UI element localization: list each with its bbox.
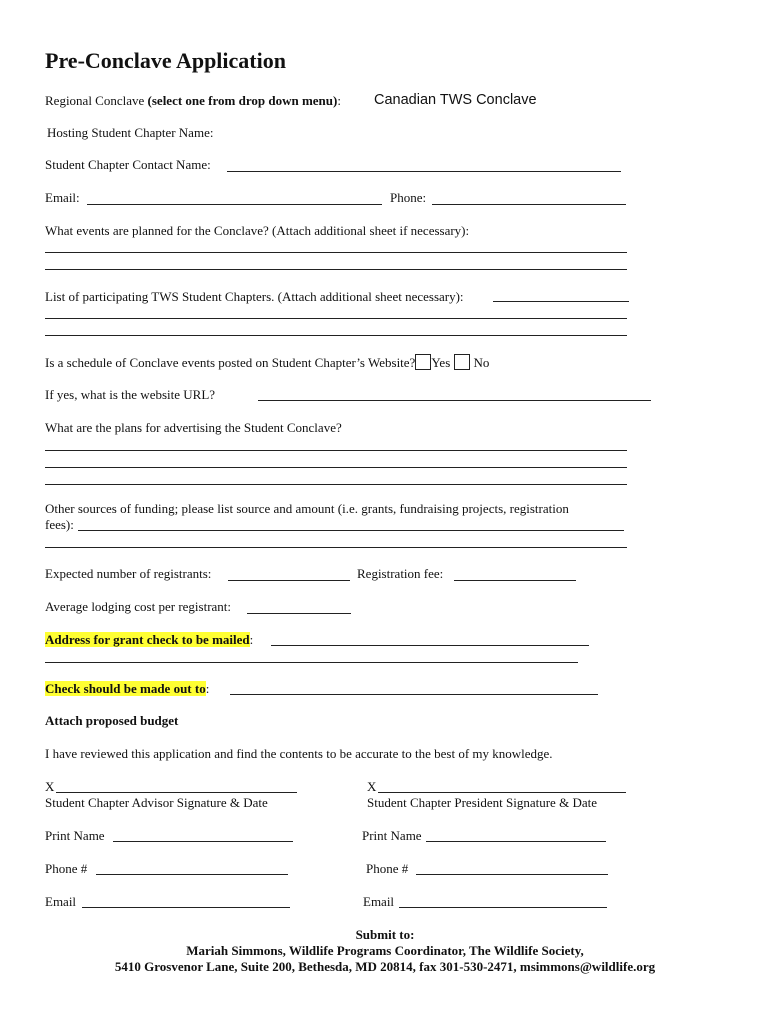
advisor-signature-field[interactable] <box>56 792 297 793</box>
events-question: What events are planned for the Conclave? (Attach additional sheet if necessary): <box>45 223 470 238</box>
advertising-field-line[interactable] <box>45 467 627 468</box>
advisor-signature-label: Student Chapter Advisor Signature & Date <box>45 795 268 810</box>
grant-address-field[interactable] <box>45 662 578 663</box>
advisor-print-name-field[interactable] <box>113 841 293 842</box>
email-field[interactable] <box>87 204 382 205</box>
attach-budget-label: Attach proposed budget <box>45 713 179 728</box>
president-print-name-field[interactable] <box>426 841 606 842</box>
advisor-email-field[interactable] <box>82 907 290 908</box>
review-statement: I have reviewed this application and find the contents to be accurate to the best of my knowledge. <box>45 746 553 761</box>
chapters-question: List of participating TWS Student Chapters. (Attach additional sheet necessary): <box>45 289 464 304</box>
submit-heading: Submit to: <box>355 927 415 942</box>
advisor-email-label: Email <box>45 894 77 909</box>
advisor-phone-field[interactable] <box>96 874 288 875</box>
lodging-cost-field[interactable] <box>247 613 351 614</box>
chapters-field-line[interactable] <box>45 335 627 336</box>
check-payee-label: Check should be made out to <box>45 681 206 696</box>
regional-conclave-label: Regional Conclave <box>45 93 148 108</box>
registration-fee-label: Registration fee: <box>357 566 444 581</box>
hosting-chapter-label: Hosting Student Chapter Name: <box>47 125 214 140</box>
grant-address-label: Address for grant check to be mailed <box>45 632 250 647</box>
check-payee-field[interactable] <box>230 694 598 695</box>
contact-name-label: Student Chapter Contact Name: <box>45 157 211 172</box>
contact-name-field[interactable] <box>227 171 621 172</box>
advisor-print-name-label: Print Name <box>45 828 105 843</box>
president-phone-label: Phone # <box>366 861 409 876</box>
phone-label: Phone: <box>390 190 427 205</box>
check-payee-colon: : <box>205 681 210 696</box>
president-signature-mark: X <box>367 779 377 794</box>
advertising-field-line[interactable] <box>45 484 627 485</box>
advisor-signature-mark: X <box>45 779 55 794</box>
phone-field[interactable] <box>432 204 626 205</box>
no-checkbox[interactable] <box>454 354 470 370</box>
registrants-label: Expected number of registrants: <box>45 566 212 581</box>
funding-question-fees: fees): <box>45 517 74 532</box>
events-field-line[interactable] <box>45 252 627 253</box>
advisor-phone-label: Phone # <box>45 861 88 876</box>
website-url-field[interactable] <box>258 400 651 401</box>
schedule-question: Is a schedule of Conclave events posted on Student Chapter’s Website? <box>45 355 416 370</box>
president-phone-field[interactable] <box>416 874 608 875</box>
grant-address-colon: : <box>249 632 254 647</box>
page-title: Pre-Conclave Application <box>45 48 286 73</box>
funding-question: Other sources of funding; please list source and amount (i.e. grants, fundraising projects, registration <box>45 501 569 516</box>
submit-address-line1: Mariah Simmons, Wildlife Programs Coordinator, The Wildlife Society, <box>186 943 584 958</box>
president-signature-label: Student Chapter President Signature & Date <box>367 795 597 810</box>
president-print-name-label: Print Name <box>362 828 422 843</box>
events-field-line[interactable] <box>45 269 627 270</box>
email-label: Email: <box>45 190 80 205</box>
yes-label: Yes <box>431 355 451 370</box>
funding-field-line[interactable] <box>78 530 624 531</box>
schedule-row <box>45 354 489 371</box>
president-signature-field[interactable] <box>378 792 626 793</box>
grant-address-field[interactable] <box>271 645 589 646</box>
regional-conclave-dropdown[interactable]: Canadian TWS Conclave <box>374 92 537 108</box>
regional-colon: : <box>337 93 341 108</box>
advertising-field-line[interactable] <box>45 450 627 451</box>
submit-address-line2: 5410 Grosvenor Lane, Suite 200, Bethesda, MD 20814, fax 301-530-2471, msimmons@wildlife.org <box>114 959 656 974</box>
lodging-cost-label: Average lodging cost per registrant: <box>45 599 232 614</box>
check-payee-row <box>45 681 209 697</box>
registration-fee-field[interactable] <box>454 580 576 581</box>
funding-field-line[interactable] <box>45 547 627 548</box>
no-label: No <box>473 355 490 370</box>
registrants-field[interactable] <box>228 580 350 581</box>
advertising-question: What are the plans for advertising the Student Conclave? <box>45 420 342 435</box>
grant-address-row <box>45 632 253 648</box>
website-url-label: If yes, what is the website URL? <box>45 387 216 402</box>
regional-conclave-row <box>45 93 341 109</box>
president-email-field[interactable] <box>399 907 607 908</box>
yes-checkbox[interactable] <box>415 354 431 370</box>
president-email-label: Email <box>363 894 395 909</box>
regional-conclave-hint: (select one from drop down menu) <box>147 93 338 108</box>
chapters-field-line[interactable] <box>493 301 629 302</box>
chapters-field-line[interactable] <box>45 318 627 319</box>
